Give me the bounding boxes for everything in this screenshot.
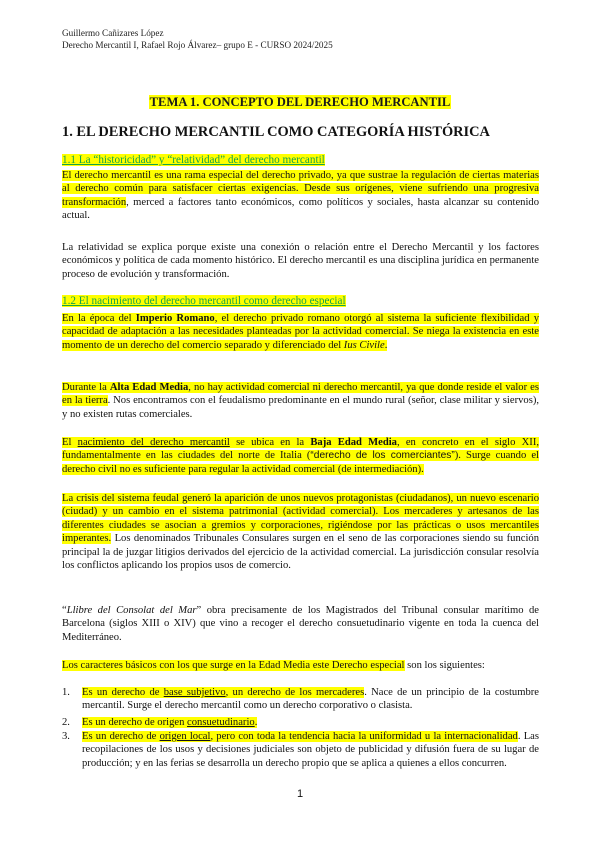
list-item xyxy=(62,686,539,713)
text-run-e: , en concreto en el siglo XII, fundamentalmente en las ciudades del norte de Italia ( xyxy=(62,437,540,462)
text-run-a: Es un derecho de xyxy=(82,687,164,698)
text-run-c: se ubica en la xyxy=(229,437,311,448)
list-number: 2. xyxy=(62,717,70,728)
text-run-italic: Llibre del Consolat del Mar xyxy=(66,605,197,616)
page-title-text: TEMA 1. CONCEPTO DEL DERECHO MERCANTIL xyxy=(149,95,451,109)
text-run-a: Es un derecho de origen xyxy=(82,717,188,728)
highlighted-run xyxy=(62,437,539,475)
text-run-underlined: base subjetivo xyxy=(163,687,226,698)
text-run-a: Es un derecho de xyxy=(82,731,160,742)
text-run-c: . xyxy=(254,717,258,728)
subsection-heading-1 xyxy=(62,154,325,166)
paragraph-3 xyxy=(62,312,539,352)
list-text xyxy=(82,730,539,770)
page-number: 1 xyxy=(296,788,304,800)
text-run-a: En la época del xyxy=(62,313,136,324)
text-run-bold: Alta Edad Media xyxy=(109,382,189,393)
text-run-underlined: nacimiento del derecho mercantil xyxy=(77,437,230,448)
paragraph-2: La relatividad se explica porque existe una conexión o relación entre el Derecho Mercantil y los factores económicos y política de cada momento histórico. El derecho mercantil es una disciplina jurídica en permanente proceso de evolución y transformación. xyxy=(62,242,539,280)
text-run-underlined: consuetudinario xyxy=(187,717,255,728)
subsection-heading-1-text: 1.1 La “historicidad” y “relatividad” del derecho mercantil xyxy=(62,154,325,166)
list-number: 3. xyxy=(62,731,70,742)
highlighted-run xyxy=(82,687,364,698)
paragraph-1 xyxy=(62,169,539,223)
plain-text: . Nos encontramos con el feudalismo predominante en el mundo rural (señor, clase militar y siervos), y no existen rutas comerciales. xyxy=(62,395,539,420)
highlighted-text: El derecho mercantil es una rama especial del derecho privado, ya que sustrae la regulación de ciertas materias al derecho común para satisfacer ciertas exigencias. Desde sus orígenes, viene sufriendo una progresiva transformación xyxy=(62,170,539,208)
plain-text: Los denominados Tribunales Consulares surgen en el seno de las corporaciones siendo su función principal la de juzgar litigios derivados del ejercicio de la actividad comercial. La jurisdicción consular resolvía los conflictos aplicando los propios usos de comercio. xyxy=(62,533,539,572)
paragraph-6 xyxy=(62,492,539,572)
plain-text: . Nace de un principio de la costumbre mercantil. Surge el derecho mercantil como un derecho corporativo o clasista. xyxy=(82,687,539,712)
text-run-a: Durante la xyxy=(62,382,110,393)
text-run-a: “ xyxy=(62,605,67,616)
list-item xyxy=(62,730,539,770)
list-number: 1. xyxy=(62,687,70,698)
paragraph-7 xyxy=(62,604,539,644)
text-run-c: , no hay actividad comercial ni derecho mercantil, ya que donde reside el valor es en la tierra xyxy=(62,382,539,407)
plain-text: son los siguientes: xyxy=(404,660,485,671)
paragraph-8 xyxy=(62,659,539,672)
text-run-g: ). Surge cuando el derecho civil no es suficiente para regular la actividad comercial (de intermediación). xyxy=(62,450,539,475)
text-run-e: . xyxy=(384,339,388,351)
highlighted-run xyxy=(82,717,257,728)
text-run-c: , el derecho privado romano otorgó al sistema la suficiente flexibilidad y capacidad de adaptación a las necesidades planteadas por la actividad comercial. Se niega la existencia en este momento de un derecho del comercio separado y diferenciado del xyxy=(62,313,539,351)
plain-text: . Las recopilaciones de los usos y decisiones judiciales son objeto de publicidad y difusión fuera de su lugar de producción; y en las ferias se desarrolla un derecho propio que se aplica a quienes a ellos concurren. xyxy=(82,731,539,769)
text-run-italic: Ius Civile xyxy=(343,339,385,351)
plain-text: , merced a factores tanto económicos, como políticos y sociales, hasta alcanzar su contenido actual. xyxy=(62,196,539,222)
header-author: Guillermo Cañizares López xyxy=(62,28,164,38)
subsection-heading-2-text: 1.2 El nacimiento del derecho mercantil como derecho especial xyxy=(62,295,346,307)
highlighted-text: Los caracteres básicos con los que surge en la Edad Media este Derecho especial xyxy=(62,660,405,671)
highlighted-run xyxy=(82,731,518,742)
text-run-underlined: origen local xyxy=(159,731,211,742)
text-run-c: ” obra precisamente de los Magistrados del Tribunal consular marítimo de Barcelona (siglos XIII o XIV) que vino a recoger el derecho consuetudinario vigente en toda la cuenca del Mediterráneo. xyxy=(62,605,539,643)
list-item xyxy=(62,716,539,729)
paragraph-5 xyxy=(62,436,539,476)
text-run-c: , un derecho de los mercaderes xyxy=(225,687,365,698)
section-heading: 1. EL DERECHO MERCANTIL COMO CATEGORÍA HISTÓRICA xyxy=(62,124,490,140)
list-text xyxy=(82,716,539,729)
page-title xyxy=(0,95,600,110)
paragraph-4 xyxy=(62,381,539,421)
text-run-a: El xyxy=(62,437,78,448)
text-run xyxy=(62,313,539,351)
text-run-quote: “derecho de los comerciantes” xyxy=(310,450,455,462)
text-run-c: , pero con toda la tendencia hacia la uniformidad u la internacionalidad xyxy=(210,731,518,742)
header-course: Derecho Mercantil I, Rafael Rojo Álvarez– grupo E - CURSO 2024/2025 xyxy=(62,40,333,50)
subsection-heading-2 xyxy=(62,295,346,307)
list-text xyxy=(82,686,539,713)
text-run-bold: Baja Edad Media xyxy=(310,437,397,448)
highlighted-text: La crisis del sistema feudal generó la aparición de unos nuevos protagonistas (ciudadanos), un nuevo escenario (ciudad) y un cambio en el sistema patrimonial (actividad comercial). Los mercaderes y artesanos de las diferentes ciudades se asocian a gremios y corporaciones, rigiéndose por las prácticas o usos mercantiles imperantes. xyxy=(62,493,539,545)
text-run-bold: Imperio Romano xyxy=(135,313,215,324)
